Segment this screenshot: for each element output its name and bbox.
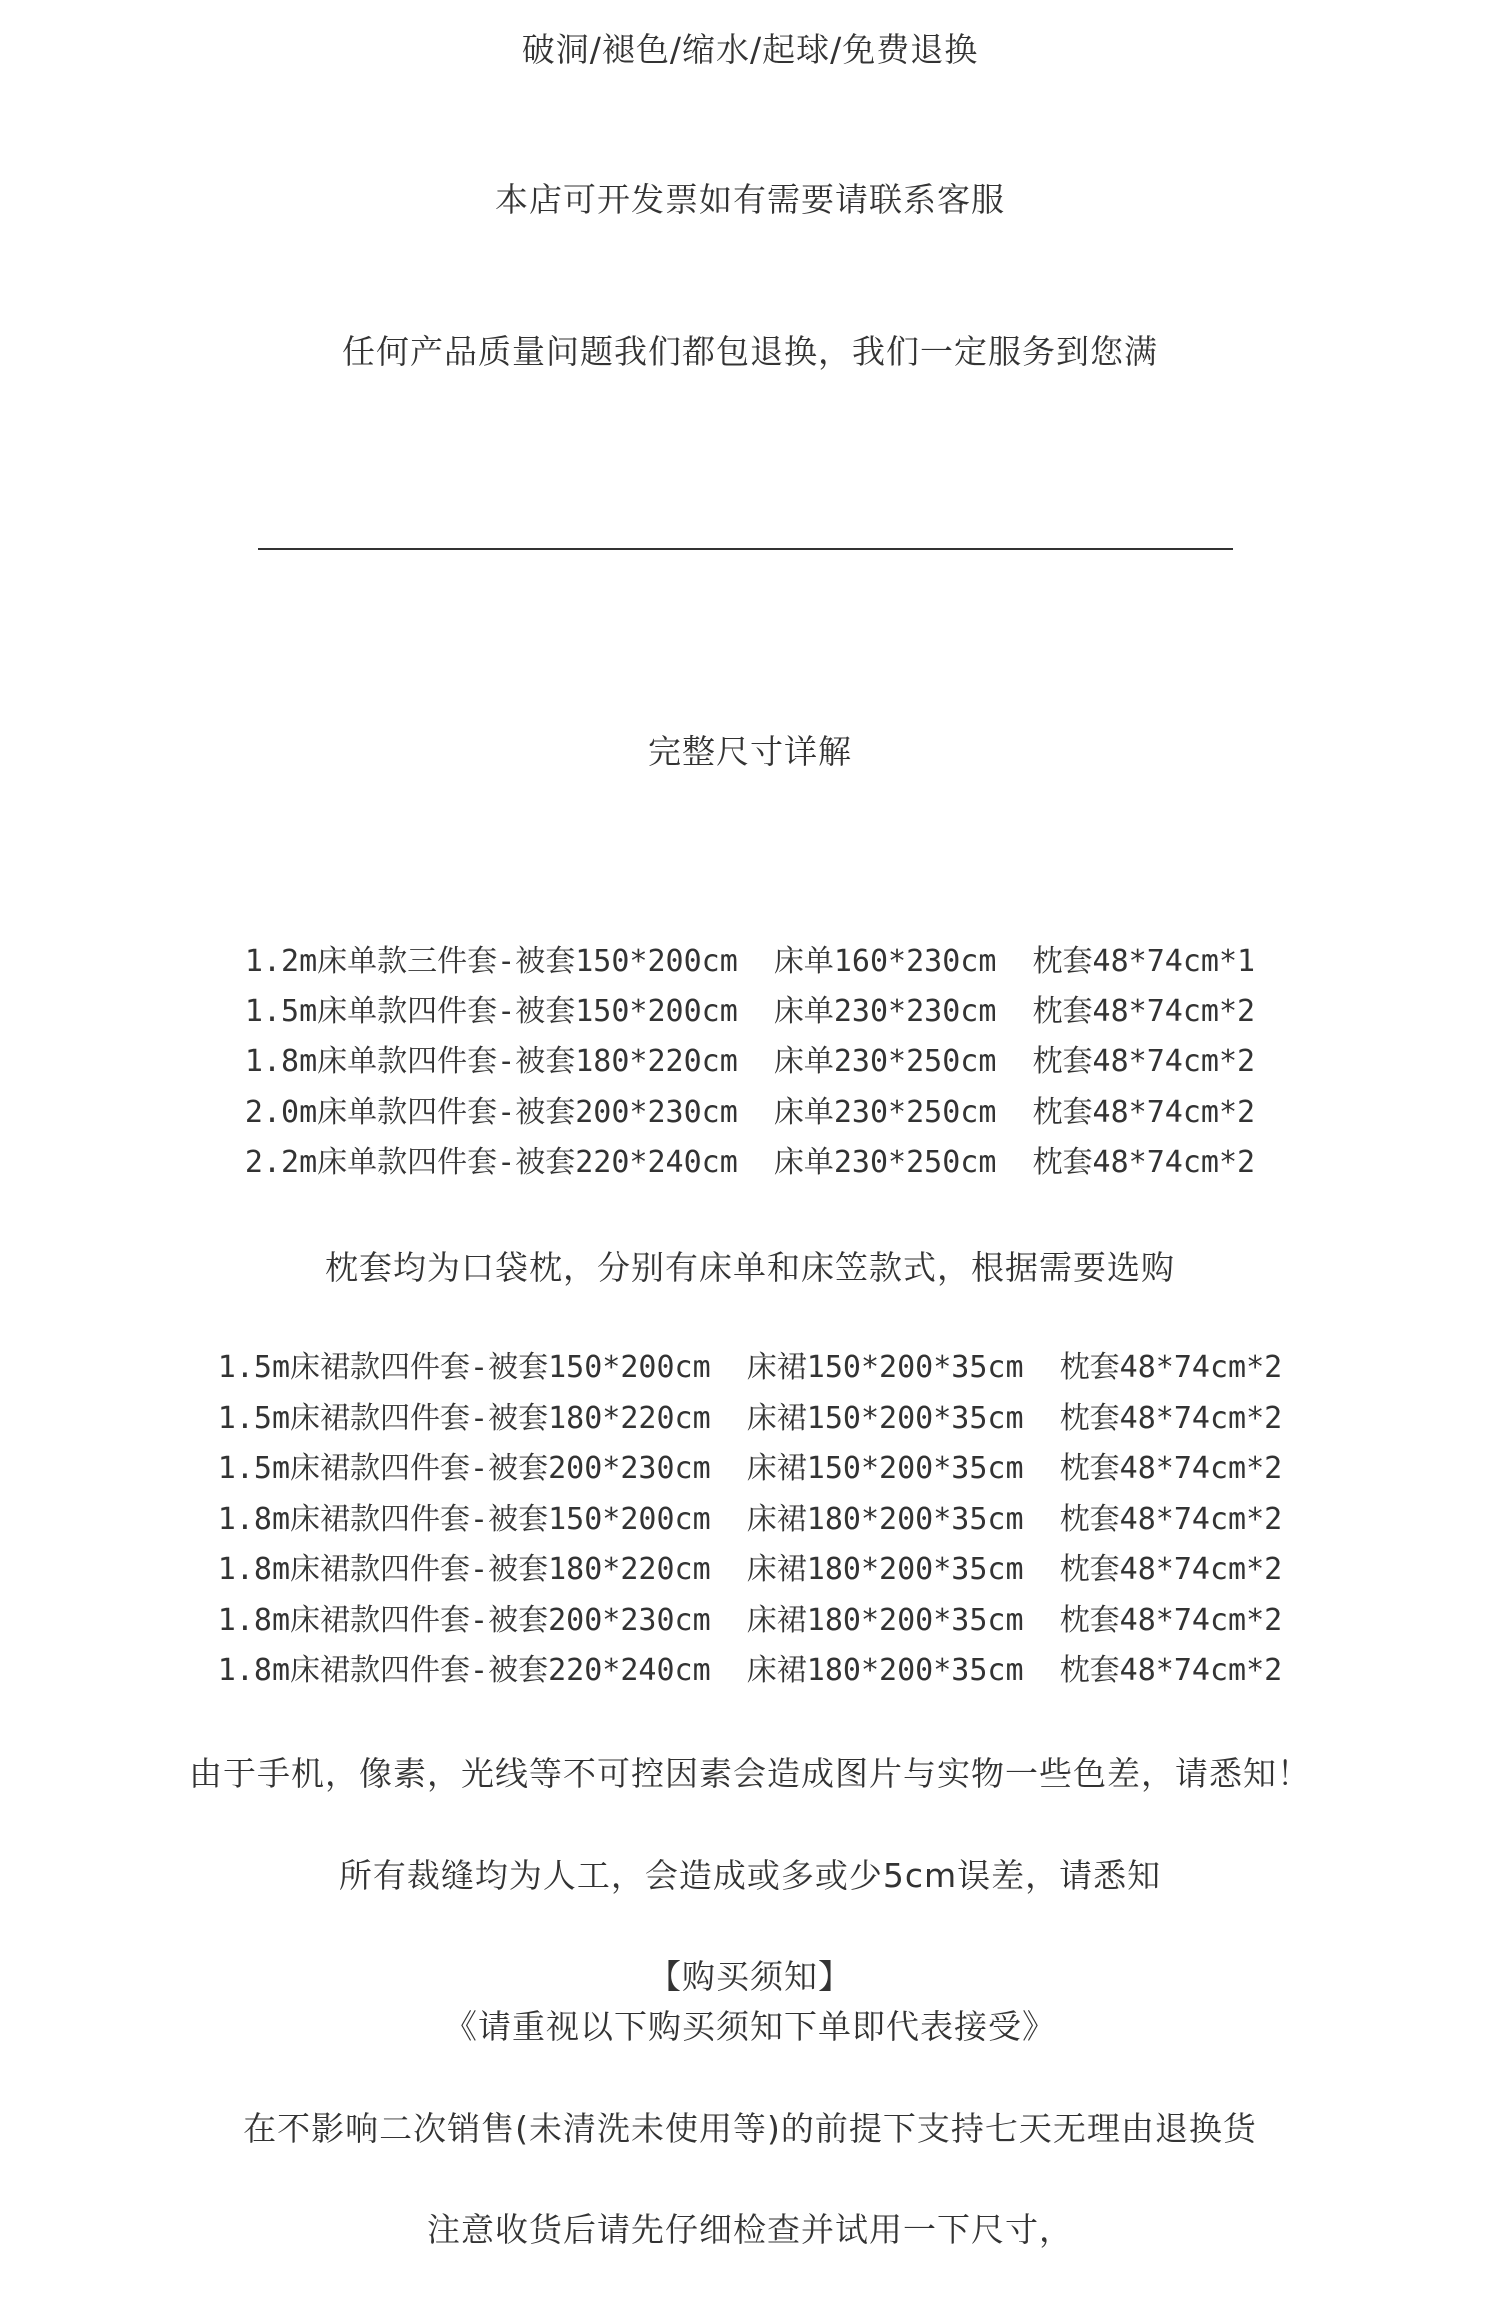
size-check-note: 注意收货后请先仔细检查并试用一下尺寸， [427, 2210, 1073, 2249]
color-difference-note: 由于手机，像素，光线等不可控因素会造成图片与实物一些色差，请悉知！ [189, 1754, 1311, 1793]
list-item: 2.2m床单款四件套-被套220*240cm 床单230*250cm 枕套48*74cm*2 [244, 1145, 1256, 1180]
list-item: 1.8m床裙款四件套-被套180*220cm 床裙180*200*35cm 枕套48*74cm*2 [217, 1552, 1283, 1587]
list-item: 1.5m床裙款四件套-被套180*220cm 床裙150*200*35cm 枕套48*74cm*2 [217, 1401, 1283, 1436]
list-item: 1.8m床裙款四件套-被套200*230cm 床裙180*200*35cm 枕套48*74cm*2 [217, 1603, 1283, 1638]
list-item: 1.5m床裙款四件套-被套150*200cm 床裙150*200*35cm 枕套48*74cm*2 [217, 1350, 1283, 1385]
pillow-note: 枕套均为口袋枕，分别有床单和床笠款式，根据需要选购 [325, 1248, 1175, 1287]
list-item: 1.2m床单款三件套-被套150*200cm 床单160*230cm 枕套48*74cm*1 [244, 944, 1256, 979]
section-divider [258, 548, 1233, 550]
list-item: 1.8m床裙款四件套-被套220*240cm 床裙180*200*35cm 枕套48*74cm*2 [217, 1653, 1283, 1688]
invoice-note: 本店可开发票如有需要请联系客服 [495, 180, 1005, 219]
return-policy-note: 在不影响二次销售(未清洗未使用等)的前提下支持七天无理由退换货 [243, 2109, 1257, 2148]
list-item: 1.8m床裙款四件套-被套150*200cm 床裙180*200*35cm 枕套48*74cm*2 [217, 1502, 1283, 1537]
list-item: 1.5m床裙款四件套-被套200*230cm 床裙150*200*35cm 枕套48*74cm*2 [217, 1451, 1283, 1486]
size-section-title: 完整尺寸详解 [648, 732, 852, 771]
service-promise-note: 任何产品质量问题我们都包退换，我们一定服务到您满 [342, 332, 1158, 371]
purchase-notice-subtitle: 《请重视以下购买须知下单即代表接受》 [444, 2007, 1056, 2046]
list-item: 1.8m床单款四件套-被套180*220cm 床单230*250cm 枕套48*74cm*2 [244, 1044, 1256, 1079]
list-item: 1.5m床单款四件套-被套150*200cm 床单230*230cm 枕套48*74cm*2 [244, 994, 1256, 1029]
quality-guarantee-note: 破洞/褪色/缩水/起球/免费退换 [521, 30, 979, 69]
cutting-error-note: 所有裁缝均为人工，会造成或多或少5cm误差，请悉知 [338, 1856, 1162, 1895]
purchase-notice-title: 【购买须知】 [648, 1957, 852, 1996]
list-item: 2.0m床单款四件套-被套200*230cm 床单230*250cm 枕套48*74cm*2 [244, 1095, 1256, 1130]
